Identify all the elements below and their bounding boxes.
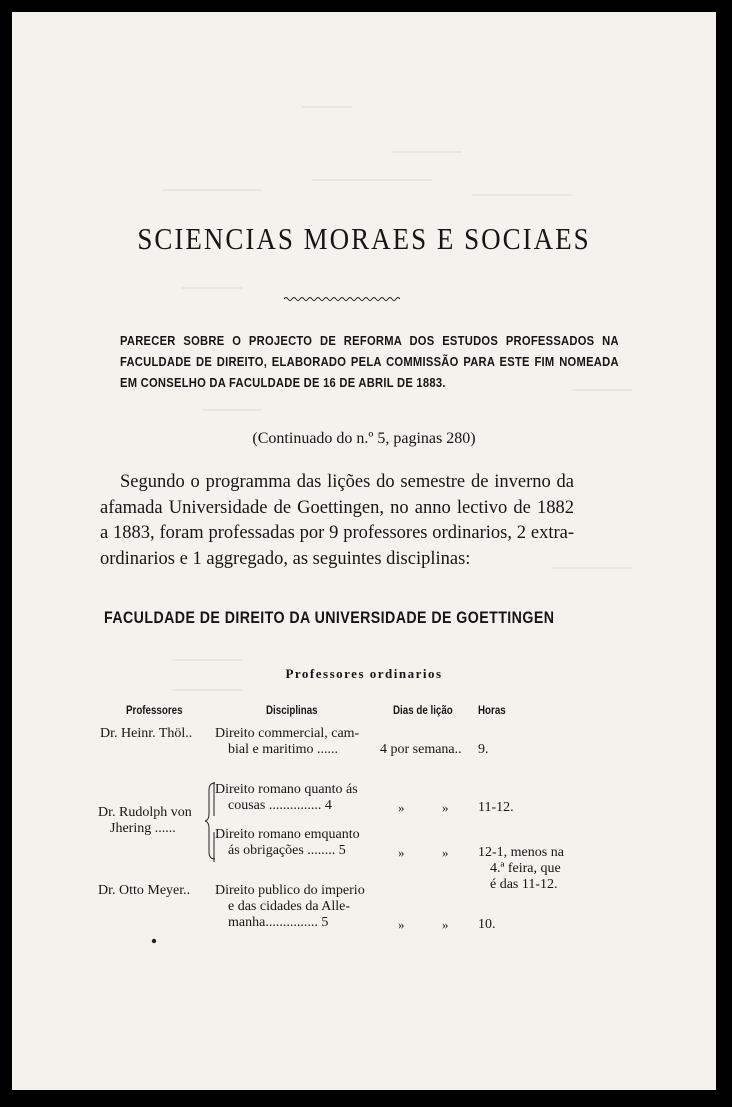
ditto-mark: » [398, 800, 405, 815]
column-header-professores: Professores [126, 705, 183, 717]
column-header-horas: Horas [478, 705, 506, 717]
row-horas: 9. [478, 742, 489, 757]
row-disciplina-line: manha............... 5 [228, 915, 329, 930]
row-horas: 11-12. [478, 800, 514, 815]
row-horas: 10. [478, 917, 496, 932]
row-professor-line: Dr. Rudolph von [98, 805, 192, 820]
parecer-heading: PARECER SOBRE O PROJECTO DE REFORMA DOS ESTUDOS PROFESSADOS NA FACULDADE DE DIREITO, ELABORADO PELA COMMISSÃO PARA ESTE FIM NOMEADA EM CONSELHO DA FACULDADE DE 16 DE ABRIL DE 1883. [120, 333, 619, 390]
row-disciplina-line: e das cidades da Alle- [228, 899, 351, 914]
continuation-note: (Continuado do n.º 5, paginas 280) [252, 430, 476, 447]
faculdade-heading: FACULDADE DE DIREITO DA UNIVERSIDADE DE GOETTINGEN [104, 609, 555, 627]
ditto-mark: » [442, 917, 449, 932]
column-header-disciplinas: Disciplinas [266, 705, 318, 717]
row-disciplina-line: Direito romano emquanto [215, 827, 360, 842]
row-disciplina-line: Direito publico do imperio [215, 883, 365, 898]
column-header-dias: Dias de lição [393, 705, 453, 717]
row-disciplina-line: bial e maritimo ...... [228, 742, 339, 757]
row-horas-line: é das 11-12. [490, 877, 558, 892]
ditto-mark: » [398, 917, 405, 932]
row-professor: Dr. Otto Meyer.. [98, 883, 191, 898]
row-disciplina-line: ás obrigações ........ 5 [228, 843, 346, 858]
ditto-mark: » [398, 845, 405, 860]
ink-speck [150, 937, 158, 945]
row-dias: 4 por semana.. [380, 742, 462, 757]
row-professor: Dr. Heinr. Thöl.. [100, 726, 193, 741]
body-paragraph-text: Segundo o programma das lições do semestre de inverno da afamada Universidade de Goettingen, no anno lectivo de 1882 a 1883, foram professadas por 9 professores ordinarios, 2 extra-ordinarios e 1 aggregado, as seguintes disciplinas: [100, 472, 574, 569]
row-horas-line: 12-1, menos na [478, 845, 564, 860]
professores-heading: Professores ordinarios [285, 666, 443, 681]
row-disciplina-line: Direito romano quanto ás [215, 782, 358, 797]
row-professor-line: Jhering ...... [110, 821, 176, 836]
wavy-rule-divider [284, 296, 400, 302]
ditto-mark: » [442, 845, 449, 860]
document-page [12, 12, 716, 1090]
body-paragraph [100, 470, 574, 572]
row-horas-line: 4.ª feira, que [490, 861, 561, 876]
row-disciplina-line: cousas ............... 4 [228, 798, 332, 813]
ditto-mark: » [442, 800, 449, 815]
row-disciplina-line: Direito commercial, cam- [215, 726, 360, 741]
section-title: SCIENCIAS MORAES E SOCIAES [137, 222, 591, 256]
